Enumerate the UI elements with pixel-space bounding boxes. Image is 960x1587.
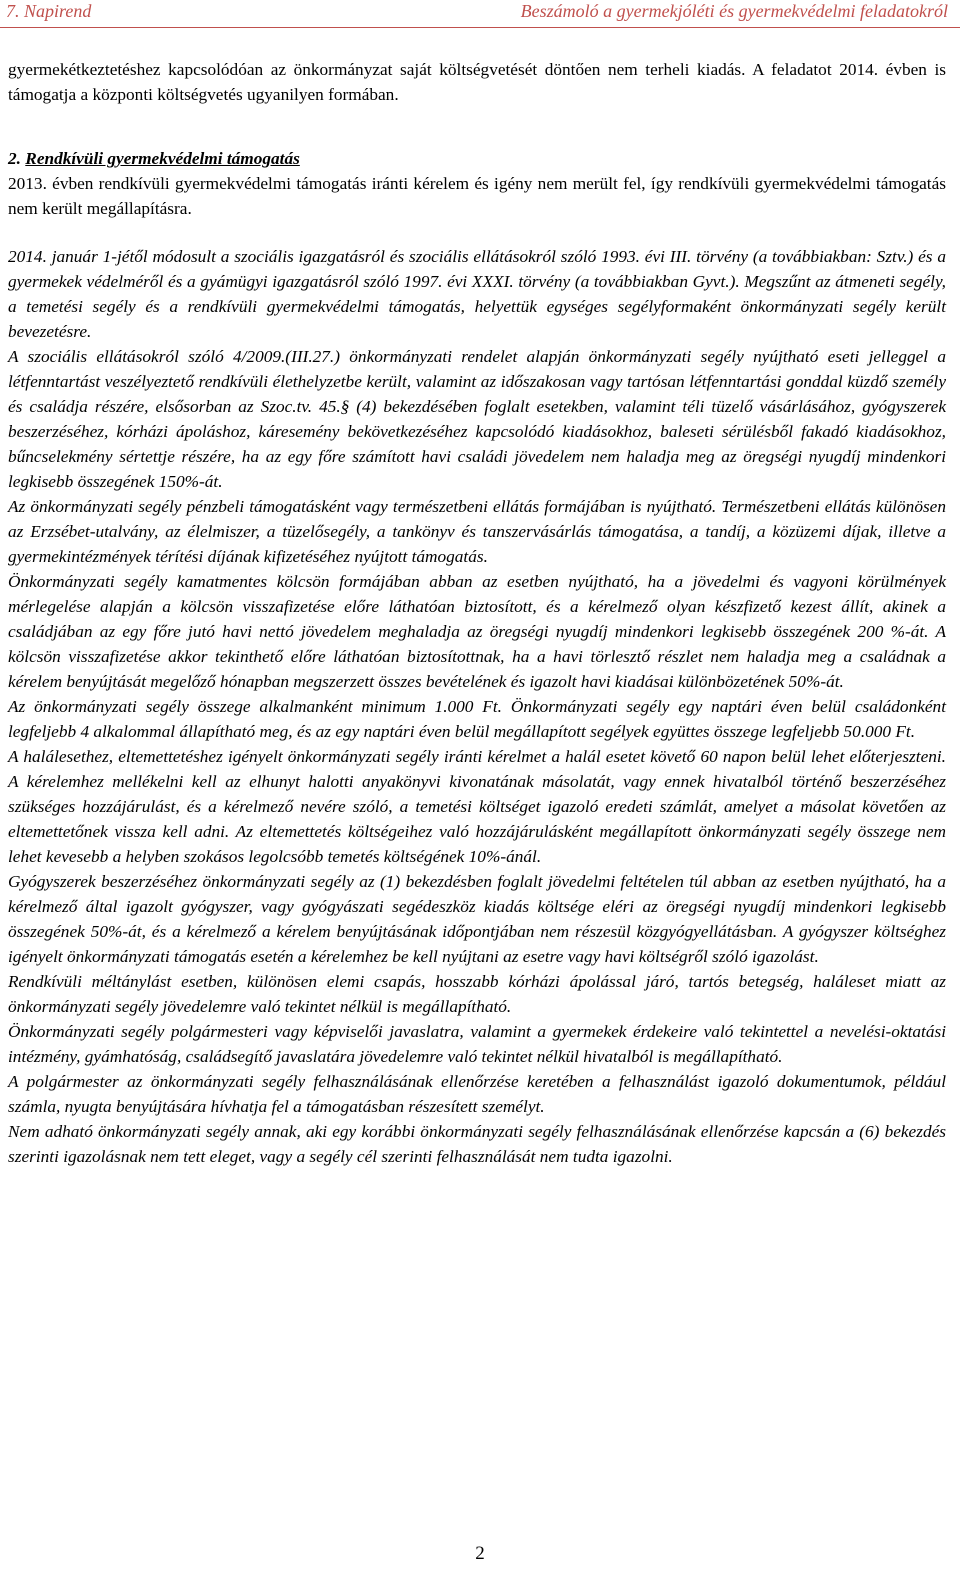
medicine-paragraph: Gyógyszerek beszerzéséhez önkormányzati segély az (1) bekezdésben foglalt jövedelmi feltételen túl abban az esetben nyújtható, ha a kérelmező által igazolt gyógyszer, vagy gyógyászati segédeszköz kiadás költsége eléri az öregségi nyugdíj mindenkori legkisebb összegének 50%-át, és a kérelmező a kérelem benyújtásának időpontjában nem részesül közgyógyellátásban. A gyógyszer költséghez igényelt önkormányzati támogatás esetén a kérelemhez be kell nyújtani az esetre vagy havi költségről szóló igazolást. xyxy=(8,872,946,966)
law-change-paragraph: 2014. január 1-jétől módosult a szociális igazgatásról és szociális ellátásokról szóló 1993. évi III. törvény (a továbbiakban: Sztv.) és a gyermekek védelméről és a gyámügyi igazgatásról szóló 1997. évi XXXI. törvény (a továbbiakban Gyvt.). Megszűnt az átmeneti segély, a temetési segély és a rendkívüli gyermekvédelmi támogatás, helyettük egységes segélyformaként önkormányzati segély került bevezetésre. xyxy=(8,247,946,341)
forms-paragraph: Az önkormányzati segély pénzbeli támogatásként vagy természetbeni ellátás formájában is nyújtható. Természetbeni ellátás különösen az Erzsébet-utalvány, az élelmiszer, a tüzelősegély, a tankönyv és tanszervásárlás támogatása, a tandíj, a közüzemi díjak, illetve a gyermekintézmények térítési díjának kifizetéséhez nyújtott támogatás. xyxy=(8,497,946,566)
exceptional-paragraph: Rendkívüli méltánylást esetben, különösen elemi csapás, hosszabb kórházi ápolással járó, tartós betegség, haláleset miatt az önkormányzati segély jövedelemre való tekintet nélkül is megállapítható. xyxy=(8,972,946,1016)
header-divider xyxy=(0,27,960,28)
exclusion-paragraph: Nem adható önkormányzati segély annak, aki egy korábbi önkormányzati segély felhasználásának ellenőrzése kapcsán a (6) bekezdés szerinti igazolásnak nem tett eleget, vagy a segély cél szerinti felhasználását nem tudta igazolni. xyxy=(8,1122,946,1166)
document-body xyxy=(8,57,946,1169)
eligibility-paragraph: A szociális ellátásokról szóló 4/2009.(III.27.) önkormányzati rendelet alapján önkormányzati segély nyújtható eseti jelleggel a létfenntartást veszélyeztető rendkívüli élethelyzetbe került, valamint az időszakosan vagy tartósan létfenntartási gonddal küzdő személy és családja részére, elsősorban az Szoc.tv. 45.§ (4) bekezdésében foglalt esetekben, valamint téli tüzelő vásárlásához, gyógyszerek beszerzéséhez, kórházi ápoláshoz, káresemény bekövetkezéséhez kapcsolódó kiadásokhoz, baleseti sérülésből fakadó kiadásokhoz, bűncselekmény sértettje részére, ha az egy főre számított havi családi jövedelem nem haladja meg az öregségi nyugdíj mindenkori legkisebb összegének 150%-át. xyxy=(8,347,946,491)
header-report-title: Beszámoló a gyermekjóléti és gyermekvédelmi feladatokról xyxy=(520,1,948,21)
verification-paragraph: A polgármester az önkormányzati segély felhasználásának ellenőrzése keretében a felhasználást igazoló dokumentumok, például számla, nyugta benyújtására hívhatja fel a támogatásban részesített személyt. xyxy=(8,1072,946,1116)
section-number: 2. xyxy=(8,149,21,168)
running-header xyxy=(0,0,960,28)
page-number: 2 xyxy=(475,1543,485,1564)
ex-officio-paragraph: Önkormányzati segély polgármesteri vagy képviselői javaslatra, valamint a gyermekek érdekeire való tekintettel a nevelési-oktatási intézmény, gyámhatóság, családsegítő javaslatára jövedelemre való tekintet nélkül hivatalból is megállapítható. xyxy=(8,1022,946,1066)
funeral-paragraph: A halálesethez, eltemettetéshez igényelt önkormányzati segély iránti kérelmet a halál esetet követő 60 napon belül lehet előterjeszteni. A kérelemhez mellékelni kell az elhunyt halotti anyakönyvi kivonatának másolatát, vagy ennek hivatalból történő beszerzéséhez szükséges hozzájárulást, és a kérelmező nevére szóló, a temetési költséget igazoló eredeti számlát, amelyet a másolat követően az eltemettetőnek vissza kell adni. Az eltemettetés költségeihez való hozzájárulásként megállapított önkormányzati segély összege nem lehet kevesebb a helyben szokásos legolcsóbb temetés költségének 10%-ánál. xyxy=(8,747,946,866)
section-paragraph: 2013. évben rendkívüli gyermekvédelmi támogatás iránti kérelem és igény nem merült fel, így rendkívüli gyermekvédelmi támogatás nem került megállapításra. xyxy=(8,174,946,218)
loan-paragraph: Önkormányzati segély kamatmentes kölcsön formájában abban az esetben nyújtható, ha a jövedelmi és vagyoni körülmények mérlegelése alapján a kölcsön visszafizetése előre láthatóan biztosított, és a kérelmező olyan készfizető kezest állít, akinek a családjában az egy főre jutó havi nettó jövedelem meghaladja az öregségi nyugdíj mindenkori legkisebb összegének 200 %-át. A kölcsön visszafizetése akkor tekinthető előre láthatóan biztosítottnak, ha a havi törlesztő részlet nem haladja meg a családnak a kérelem benyújtását megelőző hónapban megszerzett összes bevételének és igazolt havi kiadásai különbözetének 50%-át. xyxy=(8,572,946,691)
section-heading xyxy=(8,146,946,171)
header-agenda-label: 7. Napirend xyxy=(6,1,92,21)
section-title: Rendkívüli gyermekvédelmi támogatás xyxy=(25,149,300,168)
amount-paragraph: Az önkormányzati segély összege alkalmanként minimum 1.000 Ft. Önkormányzati segély egy naptári éven belül családonként legfeljebb 4 alkalommal állapítható meg, és az egy naptári éven belül megállapított segélyek együttes összege legfeljebb 50.000 Ft. xyxy=(8,697,946,741)
intro-paragraph: gyermekétkeztetéshez kapcsolódóan az önkormányzat saját költségvetését döntően nem terheli kiadás. A feladatot 2014. évben is támogatja a központi költségvetés ugyanilyen formában. xyxy=(8,60,946,104)
